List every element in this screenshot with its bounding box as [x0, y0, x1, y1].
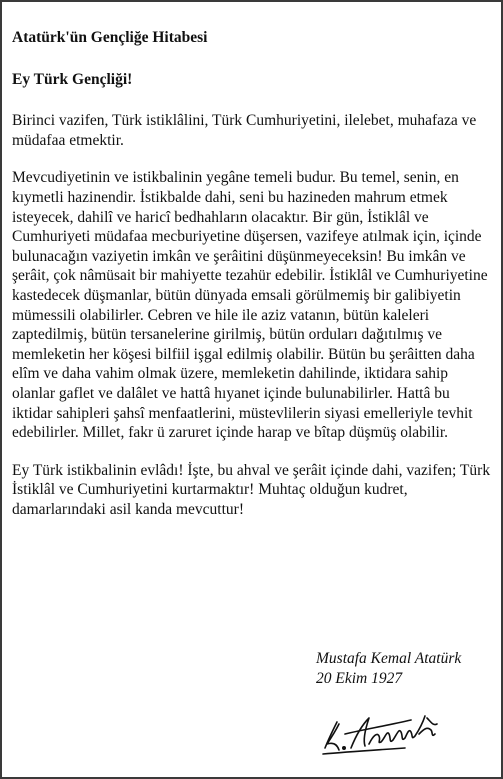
date-line: 20 Ekim 1927: [316, 669, 403, 687]
greeting-heading: Ey Türk Gençliği!: [12, 70, 133, 88]
document-title: Atatürk'ün Gençliğe Hitabesi: [12, 29, 208, 46]
document-page: [2, 2, 501, 777]
signature-block: [316, 649, 461, 688]
paragraph-2: Mevcudiyetinin ve istikbalinin yegâne temeli budur. Bu temel, senin, en kıymetli hazinendir. İstikbalde dahi, seni bu hazineden mahrum etmek isteyecek, dahilî ve haricî bedhahların olacaktır. Bir gün, İstiklâl ve Cumhuriyeti müdafaa mecburiyetine düşersen, vazifeye atılmak için, içinde bulunacağın vaziyetin imkân ve şerâitini düşünmeyeceksin! Bu imkân ve şerâit, çok nâmüsait bir mahiyette tezahür edebilir. İstiklâl ve Cumhuriyetine kastedecek düşmanlar, bütün dünyada emsali görülmemiş bir galibiyetin mümessili olabilirler. Cebren ve hile ile aziz vatanın, bütün kaleleri zaptedilmiş, bütün tersanelerine girilmiş, bütün orduları dağıtılmış ve memleketin her köşesi bilfiil işgal edilmiş olabilir. Bütün bu şerâitten daha elîm ve daha vahim olmak üzere, memleketin dahilinde, iktidara sahip olanlar gaflet ve dalâlet ve hattâ hıyanet içinde bulunabilirler. Hattâ bu iktidar sahipleri şahsî menfaatlerini, müstevlilerin siyasi emelleriyle tevhit edebilirler. Millet, fakr ü zaruret içinde harap ve bîtap düşmüş olabilir.: [12, 169, 488, 442]
author-name: Mustafa Kemal Atatürk: [316, 650, 462, 667]
paragraph-1: Birinci vazifen, Türk istiklâlini, Türk Cumhuriyetini, ilelebet, muhafaza ve müdafaa etmektir.: [12, 112, 477, 149]
signature-icon: [315, 704, 451, 760]
paragraph-3: Ey Türk istikbalinin evlâdı! İşte, bu ahval ve şerâit içinde dahi, vazifen; Türk İstiklâl ve Cumhuriyetini kurtarmaktır! Muhtaç olduğun kudret, damarlarındaki asil kanda mevcuttur!: [12, 461, 491, 518]
